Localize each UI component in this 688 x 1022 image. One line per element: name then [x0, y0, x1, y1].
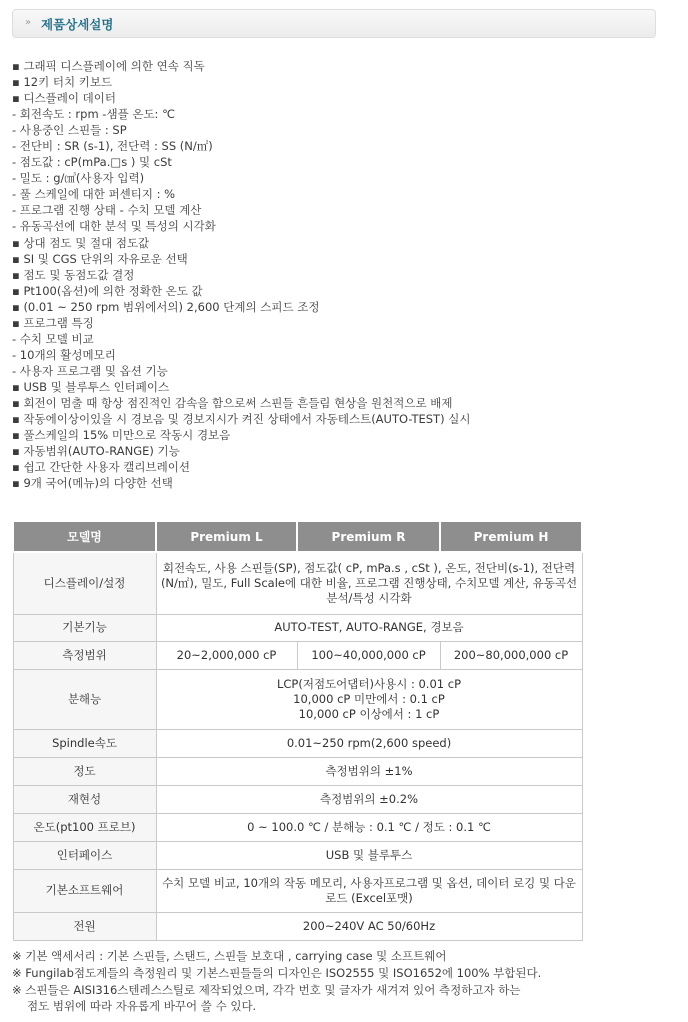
feature-item: ▪ 디스플레이 데이터: [12, 91, 116, 106]
spec-table: [12, 520, 583, 941]
row-label: 정도: [13, 757, 156, 785]
header-premium-h: Premium H: [440, 521, 582, 552]
table-row: [13, 869, 582, 912]
section-header: [12, 9, 656, 38]
feature-item: ▪ 12키 터치 키보드: [12, 75, 113, 90]
feature-item: ▪ 그래픽 디스플레이에 의한 연속 직독: [12, 59, 205, 73]
feature-item: ▪ 쉽고 간단한 사용자 캘리브레이션: [12, 460, 190, 475]
table-row: [13, 841, 582, 869]
feature-item: - 사용자 프로그램 및 옵션 기능: [12, 363, 168, 378]
feature-item: ▪ 풀스케일의 15% 미만으로 작동시 경보음: [12, 428, 231, 443]
table-row: [13, 552, 582, 614]
row-label: 디스플레이/설정: [13, 552, 156, 614]
row-label: 기본기능: [13, 614, 156, 641]
feature-item: - 전단비 : SR (s-1), 전단력 : SS (N/㎡): [12, 139, 213, 154]
table-row: [13, 912, 582, 940]
feature-item: - 프로그램 진행 상태 - 수치 모델 계산: [12, 203, 202, 218]
feature-item: - 회전속도 : rpm -샘플 온도: ℃: [12, 107, 175, 122]
feature-item: ▪ USB 및 블루투스 인터페이스: [12, 379, 170, 394]
note-line: ※ 스핀들은 AISI316스텐레스스틸로 제작되었으며, 각각 번호 및 글자가 새겨져 있어 측정하고자 하는: [12, 982, 521, 997]
feature-item: ▪ (0.01 ~ 250 rpm 범위에서의) 2,600 단계의 스피드 조정: [12, 299, 320, 314]
table-row: [13, 757, 582, 785]
row-value: [156, 669, 582, 729]
table-row: [13, 729, 582, 757]
feature-item: - 수치 모델 비교: [12, 331, 94, 346]
feature-item: - 풀 스케일에 대한 퍼센티지 : %: [12, 187, 176, 202]
row-label: 측정범위: [13, 641, 156, 669]
row-label: 온도(pt100 프로브): [13, 813, 156, 841]
resolution-line: 10,000 cP 이상에서 : 1 cP: [298, 706, 440, 721]
row-value: 0 ~ 100.0 ℃ / 분해능 : 0.1 ℃ / 정도 : 0.1 ℃: [156, 813, 582, 841]
header-model: 모델명: [13, 521, 156, 552]
feature-item: - 사용중인 스핀들 : SP: [12, 123, 127, 138]
table-row: [13, 785, 582, 813]
resolution-line: 10,000 cP 미만에서 : 0.1 cP: [293, 691, 445, 706]
feature-item: - 유동곡선에 대한 분석 및 특성의 시각화: [12, 219, 216, 234]
table-row: [13, 614, 582, 641]
feature-item: ▪ SI 및 CGS 단위의 자유로운 선택: [12, 251, 188, 266]
note-line: ※ Fungilab점도계들의 측정원리 및 기본스핀들들의 디자인은 ISO2555 및 ISO1652에 100% 부합된다.: [12, 965, 542, 980]
header-premium-r: Premium R: [297, 521, 440, 552]
double-chevron-icon: »: [25, 17, 30, 28]
table-row: [13, 813, 582, 841]
feature-item: ▪ Pt100(옵션)에 의한 정확한 온도 값: [12, 283, 203, 298]
feature-item: - 밀도 : g/㎤(사용자 입력): [12, 171, 145, 186]
row-value: 수치 모델 비교, 10개의 작동 메모리, 사용자프로그램 및 옵션, 데이터 로깅 및 다운로드 (Excel포맷): [156, 869, 582, 912]
row-value: 측정범위의 ±0.2%: [156, 785, 582, 813]
table-row: [13, 669, 582, 729]
row-label: 전원: [13, 912, 156, 940]
row-value: USB 및 블루투스: [156, 841, 582, 869]
range-premium-l: 20~2,000,000 cP: [156, 641, 297, 669]
row-label: 분해능: [13, 669, 156, 729]
section-title: 제품상세설명: [41, 17, 114, 32]
resolution-line: LCP(저점도어댑터)사용시 : 0.01 cP: [276, 676, 462, 691]
feature-list: [12, 58, 672, 491]
feature-item: ▪ 프로그램 특징: [12, 315, 94, 330]
row-label: Spindle속도: [13, 729, 156, 757]
note-line: ※ 기본 액세서리 : 기본 스핀들, 스탠드, 스핀들 보호대 , carrying case 및 소프트웨어: [12, 949, 447, 963]
feature-item: ▪ 상대 점도 및 절대 점도값: [12, 235, 150, 250]
table-header-row: [13, 521, 582, 552]
row-label: 재현성: [13, 785, 156, 813]
feature-item: ▪ 9개 국어(메뉴)의 다양한 선택: [12, 476, 173, 491]
feature-item: - 점도값 : cP(mPa.□s ) 및 cSt: [12, 155, 172, 170]
feature-item: - 10개의 활성메모리: [12, 347, 116, 362]
range-premium-r: 100~40,000,000 cP: [297, 641, 440, 669]
row-value: 회전속도, 사용 스핀들(SP), 점도값( cP, mPa.s , cSt ), 온도, 전단비(s-1), 전단력(N/㎡), 밀도, Full Scale에 대한 비율, 프로그램 진행상태, 수치모델 계산, 유동곡선 분석/특성 시각화: [156, 552, 582, 614]
row-value: 0.01~250 rpm(2,600 speed): [156, 729, 582, 757]
notes: [12, 948, 672, 1015]
row-value: AUTO-TEST, AUTO-RANGE, 경보음: [156, 614, 582, 641]
header-premium-l: Premium L: [156, 521, 297, 552]
note-line: 점도 범위에 따라 자유롭게 바꾸어 쓸 수 있다.: [27, 999, 257, 1014]
feature-item: ▪ 자동범위(AUTO-RANGE) 기능: [12, 444, 180, 459]
table-row: [13, 641, 582, 669]
feature-item: ▪ 점도 및 동점도값 결정: [12, 267, 135, 282]
range-premium-h: 200~80,000,000 cP: [440, 641, 582, 669]
row-label: 인터페이스: [13, 841, 156, 869]
row-value: 측정범위의 ±1%: [156, 757, 582, 785]
row-label: 기본소프트웨어: [13, 869, 156, 912]
feature-item: ▪ 회전이 멈출 때 항상 점진적인 감속을 함으로써 스핀들 흔들림 현상을 원천적으로 배제: [12, 395, 453, 410]
feature-item: ▪ 작동에이상이있을 시 경보음 및 경보지시가 켜진 상태에서 자동테스트(AUTO-TEST) 실시: [12, 412, 471, 427]
row-value: 200~240V AC 50/60Hz: [156, 912, 582, 940]
